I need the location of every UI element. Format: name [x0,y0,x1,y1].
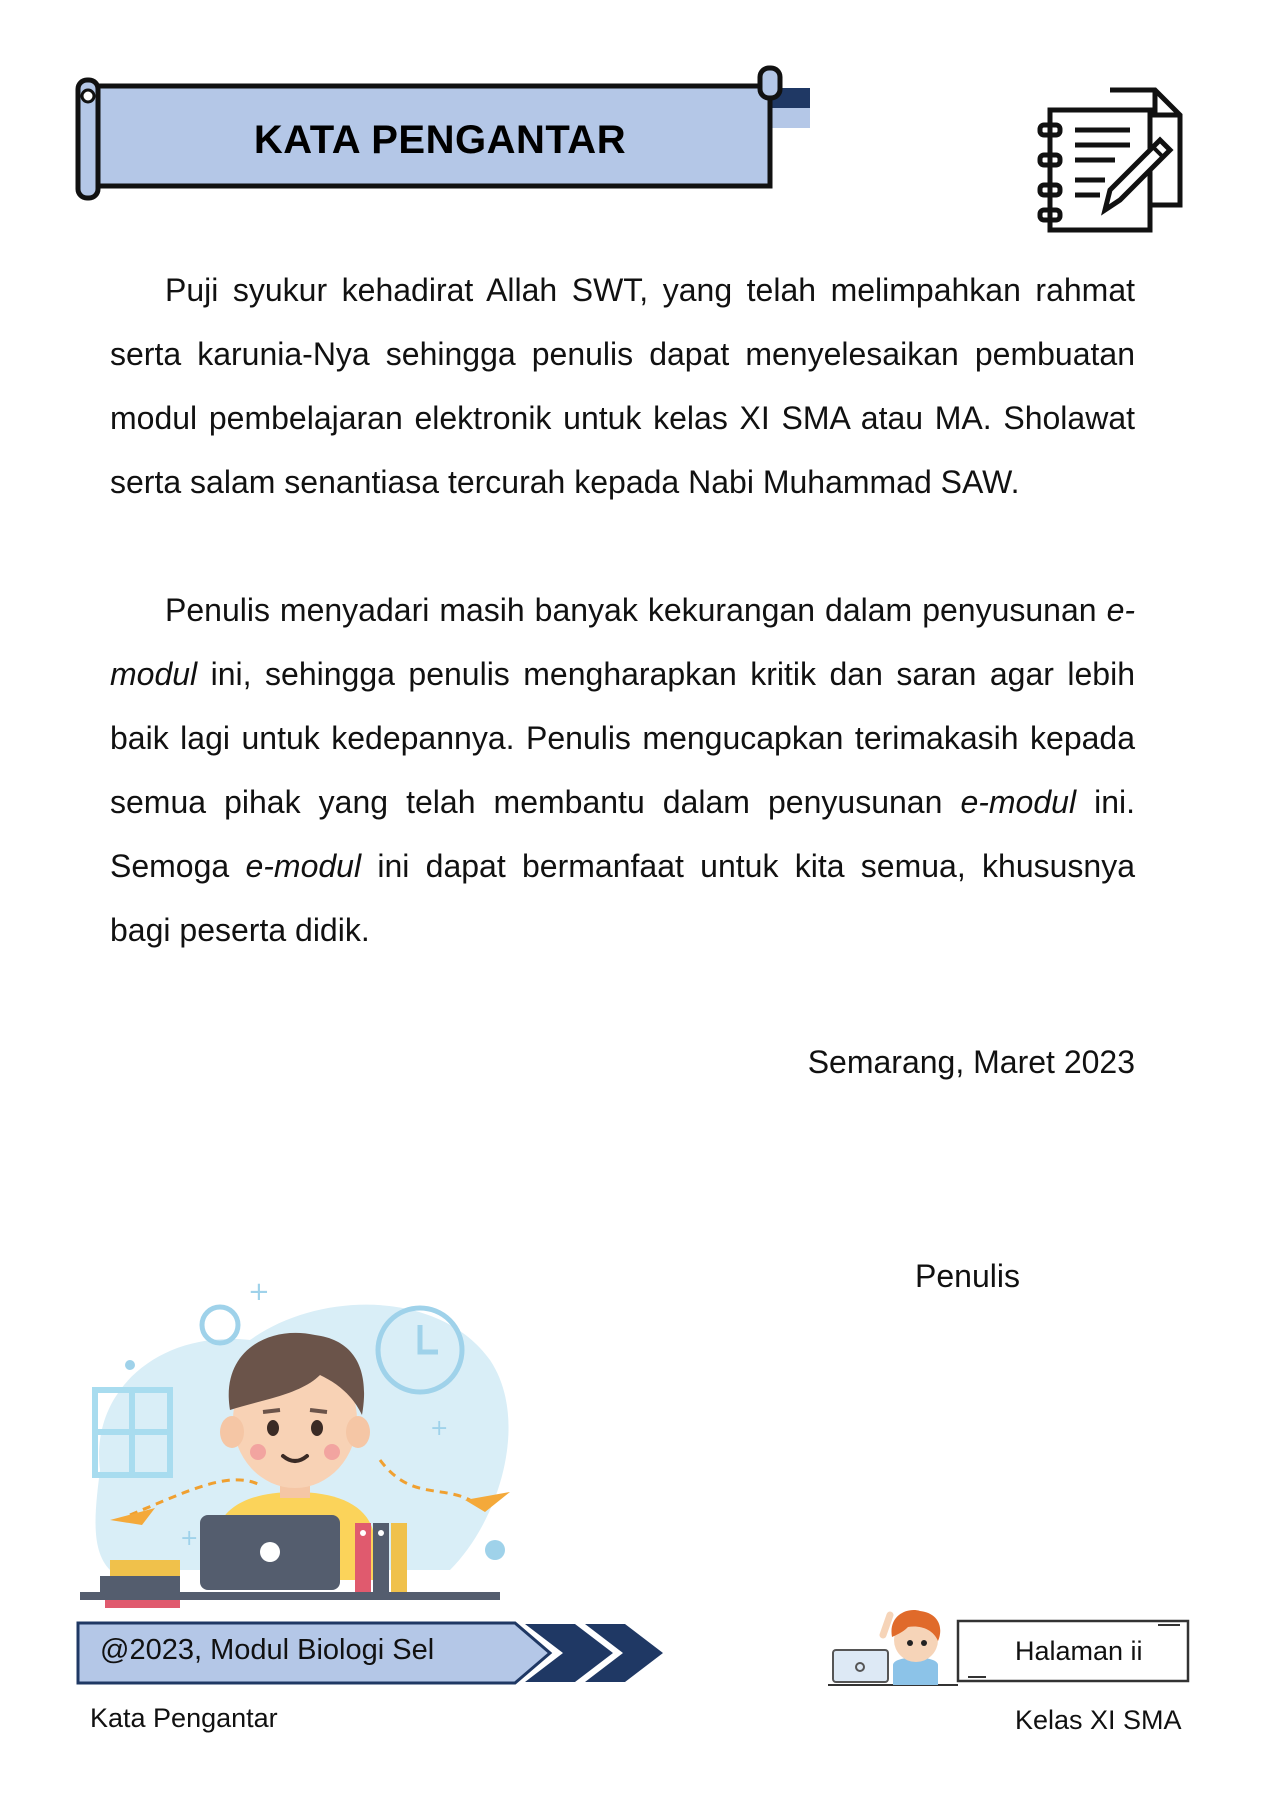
emphasis-term: e-modul [110,592,1136,692]
author-signature-label: Penulis [915,1258,1020,1294]
paragraph-text: ini. Semoga [110,784,1136,884]
svg-text:+: + [248,1277,270,1307]
student-laptop-illustration [80,1270,530,1610]
page-number: Halaman ii [1015,1636,1143,1666]
paragraph-text: ini dapat bermanfaat untuk kita semua, khususnya bagi peserta didik. [110,848,1136,948]
page-title: KATA PENGANTAR [253,118,627,162]
notebook-pen-icon [1035,85,1185,235]
paragraph-text: Penulis menyadari masih banyak kekurangan dalam penyusunan [165,592,1097,628]
footer-section-name: Kata Pengantar [90,1703,278,1733]
paragraph-intro: Puji syukur kehadirat Allah SWT, yang telah melimpahkan rahmat serta karunia-Nya sehingga penulis dapat menyelesaikan pembuatan modul pembelajaran elektronik untuk kelas XI SMA atau MA. Sholawat serta salam senantiasa tercurah kepada Nabi Muhammad SAW. [110,272,1135,500]
place-date: Semarang, Maret 2023 [807,1044,1135,1080]
footer-copyright: @2023, Modul Biologi Sel [100,1634,435,1666]
class-label: Kelas XI SMA [1015,1705,1182,1735]
svg-text:+: + [180,1526,199,1551]
emphasis-term: e-modul [245,848,362,884]
svg-text:+: + [430,1416,449,1441]
paragraph-acknowledgement [110,578,1135,962]
emphasis-term: e-modul [960,784,1077,820]
paragraph-text: ini, sehingga penulis mengharapkan kritik dan saran agar lebih baik lagi untuk kedepannya. Penulis mengucapkan terimakasih kepada semua pihak yang telah membantu dalam penyusunan [110,656,1136,820]
